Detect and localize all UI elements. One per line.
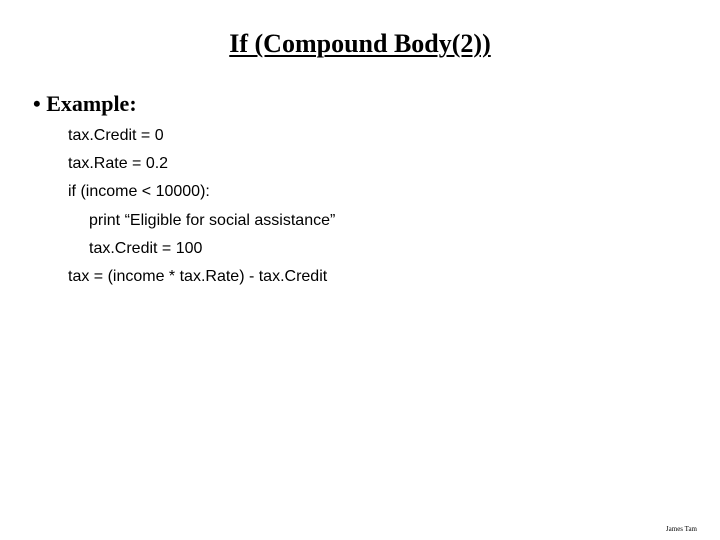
bullet-label: Example:: [46, 91, 137, 116]
author-footer: James Tam: [665, 525, 697, 533]
code-line: tax.Credit = 0: [68, 127, 164, 144]
code-line: tax = (income * tax.Rate) - tax.Credit: [68, 268, 328, 285]
slide-title-text: If (Compound Body(2)): [229, 29, 491, 58]
code-line: tax.Rate = 0.2: [68, 155, 169, 172]
code-line-indented: print “Eligible for social assistance”: [89, 212, 336, 229]
code-line-indented: tax.Credit = 100: [89, 240, 203, 257]
bullet-marker: •: [33, 91, 41, 116]
code-line: if (income < 10000):: [68, 183, 210, 200]
